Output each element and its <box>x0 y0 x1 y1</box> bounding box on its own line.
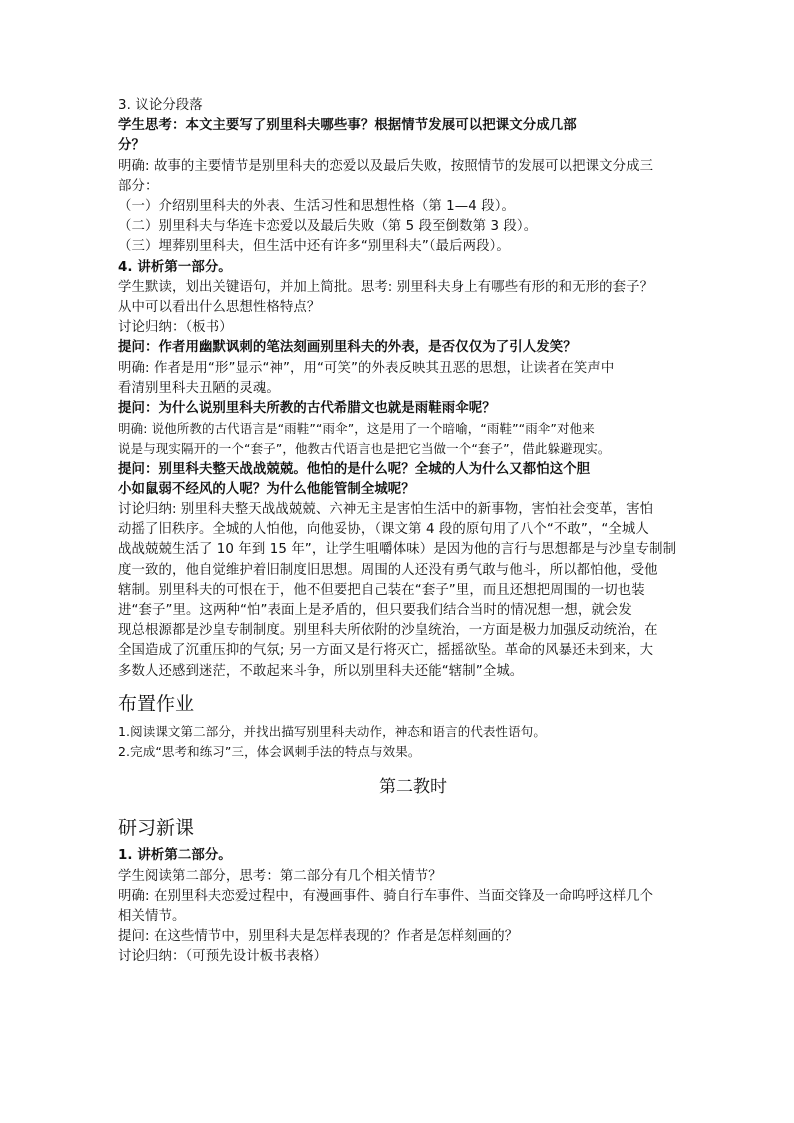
homework-item: 2.完成“思考和练习”三，体会讽刺手法的特点与效果。 <box>118 744 421 760</box>
lesson-heading: 研习新课 <box>118 817 195 840</box>
lesson-title: 第二教时 <box>379 777 447 798</box>
answer-text: 说是与现实隔开的一个“套子”，他教古代语言也是把它当做一个“套子”，借此躲避现实。 <box>118 441 611 457</box>
question-text: 提问: 在这些情节中，别里科夫是怎样表现的？作者是怎样刻画的？ <box>118 929 519 945</box>
body-text: 从中可以看出什么思想性格特点？ <box>118 300 321 316</box>
part-item: （二）别里科夫与华连卡恋爱以及最后失败（第 5 段至倒数第 3 段）。 <box>118 219 538 235</box>
question-text: 小如鼠弱不经风的人呢？为什么他能管制全城呢？ <box>118 481 415 497</box>
answer-text: 看清别里科夫丑陋的灵魂。 <box>118 380 280 396</box>
answer-text: 明确: 在别里科夫恋爱过程中，有漫画事件、骑自行车事件、当面交锋及一命呜呼这样几个 <box>118 888 654 904</box>
question-text: 提问：作者用幽默讽刺的笔法刻画别里科夫的外表，是否仅仅为了引人发笑？ <box>118 340 577 356</box>
discussion-text: 多数人还感到迷茫，不敢起来斗争，所以别里科夫还能“辖制”全城。 <box>118 663 524 679</box>
section-heading: 1. 讲析第二部分。 <box>118 848 232 864</box>
section-heading: 3. 议论分段落 <box>118 98 203 113</box>
question-text: 分？ <box>118 138 145 154</box>
body-text: 学生阅读第二部分，思考：第二部分有几个相关情节？ <box>118 868 442 884</box>
discussion-text: 进“套子”里。这两种“怕”表面上是矛盾的，但只要我们结合当时的情况想一想，就会发 <box>118 603 632 619</box>
discussion-text: 动摇了旧秩序。全城的人怕他，向他妥协，（课文第 4 段的原句用了八个“不敢”，“全城人 <box>118 522 649 538</box>
question-text: 提问：为什么说别里科夫所教的古代希腊文也就是雨鞋雨伞呢？ <box>118 401 496 417</box>
question-text: 提问：别里科夫整天战战兢兢。他怕的是什么呢？全城的人为什么又都怕这个胆 <box>118 461 591 477</box>
document-page <box>118 96 678 968</box>
discussion-text: 战战兢兢生活了 10 年到 15 年”，让学生咀嚼体味）是因为他的言行与思想都是与沙皇专制制 <box>118 542 677 558</box>
answer-text: 明确: 作者是用“形”显示“神”，用“可笑”的外表反映其丑恶的思想，让读者在笑声中 <box>118 360 615 376</box>
answer-text: 部分： <box>118 178 159 194</box>
discussion-text: 辖制。别里科夫的可恨在于，他不但要把自己装在“套子”里，而且还想把周围的一切也装 <box>118 582 645 598</box>
discussion-text: 全国造成了沉重压抑的气氛; 另一方面又是行将灭亡，摇摇欲坠。革命的风暴还未到来，大 <box>118 643 654 659</box>
discussion-text: 度一致的，他自觉维护着旧制度旧思想。周围的人还没有勇气敢与他斗，所以都怕他，受他 <box>118 562 658 578</box>
question-text: 学生思考：本文主要写了别里科夫哪些事？根据情节发展可以把课文分成几部 <box>118 118 577 134</box>
part-item: （三）埋葬别里科夫，但生活中还有许多“别里科夫”（最后两段）。 <box>118 239 510 255</box>
section-heading: 4. 讲析第一部分。 <box>118 259 232 275</box>
part-item: （一）介绍别里科夫的外表、生活习性和思想性格（第 1—4 段）。 <box>118 199 515 215</box>
homework-item: 1.阅读课文第二部分，并找出描写别里科夫动作，神态和语言的代表性语句。 <box>118 723 546 739</box>
body-text: 学生默读，划出关键语句，并加上简批。思考: 别里科夫身上有哪些有形的和无形的套子？ <box>118 279 654 295</box>
discussion-text: 讨论归纳：（可预先设计板书表格） <box>118 949 328 965</box>
discussion-text: 讨论归纳: 别里科夫整天战战兢兢、六神无主是害怕生活中的新事物，害怕社会变革，害怕 <box>118 502 654 518</box>
homework-heading: 布置作业 <box>118 692 195 715</box>
discussion-text: 现总根源都是沙皇专制制度。别里科夫所依附的沙皇统治，一方面是极力加强反动统治，在 <box>118 623 658 639</box>
answer-text: 明确: 故事的主要情节是别里科夫的恋爱以及最后失败，按照情节的发展可以把课文分成三 <box>118 158 654 174</box>
answer-text: 相关情节。 <box>118 908 186 924</box>
body-text: 讨论归纳：（板书） <box>118 320 233 336</box>
answer-text: 明确: 说他所教的古代语言是“雨鞋”“雨伞”，这是用了一个暗喻，“雨鞋”“雨伞”对他来 <box>118 421 595 437</box>
